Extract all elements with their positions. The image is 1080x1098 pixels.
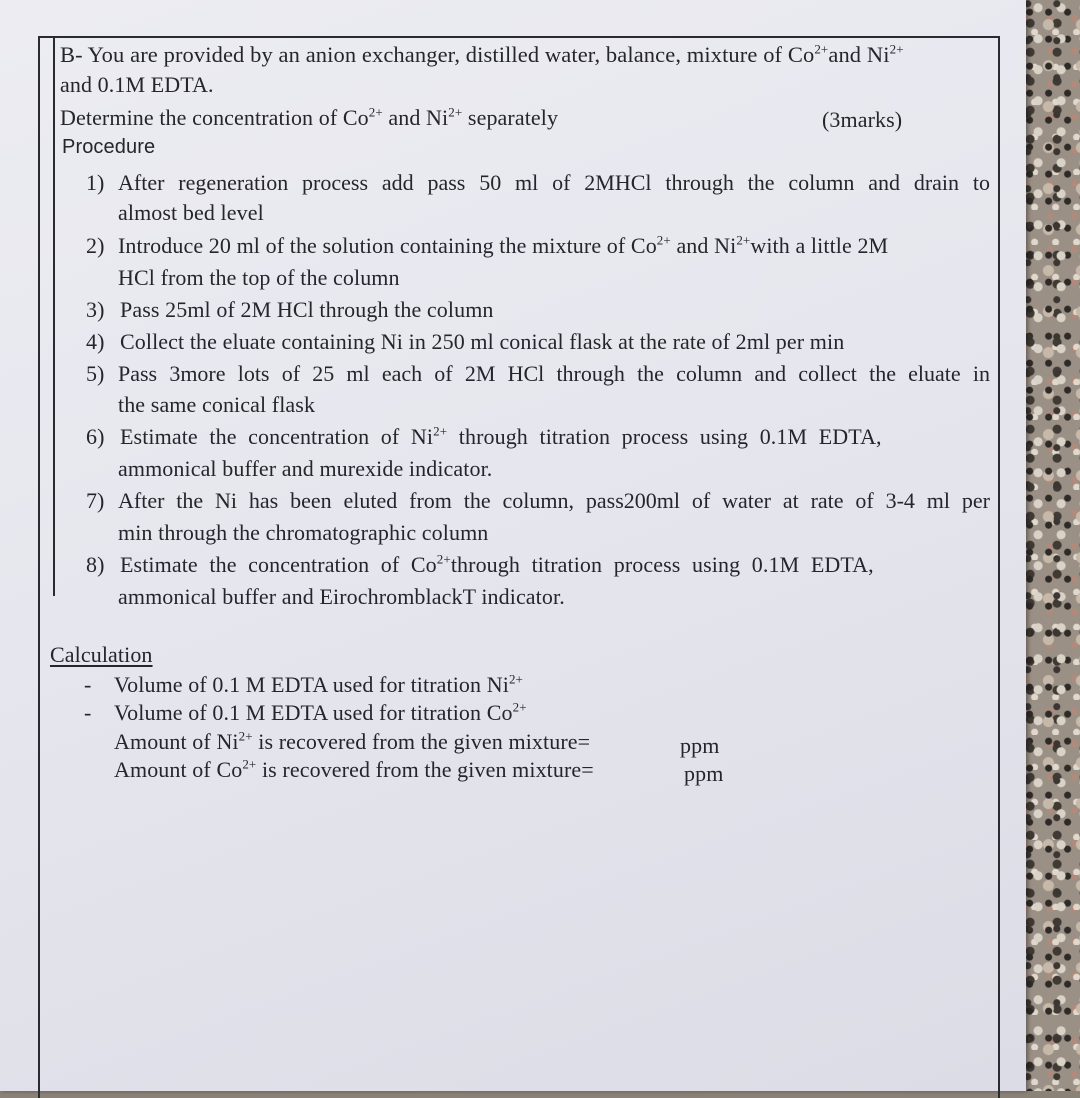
calc-item-ni-volume: - Volume of 0.1 M EDTA used for titration $Ni^{2+}$	[84, 671, 523, 697]
step-2-cont: HCl from the top of the column	[118, 265, 400, 290]
calc-item-co-amount: Amount of $Co^{2+}$ is recovered from the given mixture=	[114, 756, 594, 782]
step-5-cont: the same conical flask	[118, 392, 316, 417]
step-8: 8) Estimate the concentration of $Co^{2+}through$ titration process using 0.1M EDTA,	[86, 551, 874, 577]
question-task: Determine the concentration of $Co^{2+}$ and $Ni^{2+}$ separately	[60, 104, 559, 130]
question-intro-line: B- You are provided by an anion exchanger, distilled water, balance, mixture of $Co^{2+}and$ $Ni^{2+}$	[60, 41, 904, 67]
co-ppm-unit: ppm	[684, 761, 724, 786]
step-8-cont: ammonical buffer and EirochromblackT indicator.	[118, 584, 565, 609]
step-1: 1) After regeneration process add pass 50 ml of 2MHCl through the column and drain to	[86, 170, 990, 195]
step-4: 4) Collect the eluate containing Ni in 250 ml conical flask at the rate of 2ml per min	[86, 329, 845, 354]
marks-label: (3marks)	[822, 107, 903, 132]
procedure-heading: Procedure	[62, 136, 156, 158]
step-6-cont: ammonical buffer and murexide indicator.	[118, 456, 493, 481]
calculation-heading: Calculation	[50, 642, 153, 667]
step-1-cont: almost bed level	[118, 200, 264, 225]
margin-rule	[53, 36, 55, 596]
step-6: 6) Estimate the concentration of $Ni^{2+}$ through titration process using 0.1M EDTA,	[86, 423, 882, 449]
step-2: 2) Introduce 20 ml of the solution containing the mixture of $Co^{2+}$ and $Ni^{2+}with$ a little 2M	[86, 232, 889, 258]
step-5: 5) Pass 3more lots of 25 ml each of 2M HCl through the column and collect the eluate in	[86, 361, 990, 386]
granite-countertop	[1022, 0, 1080, 1091]
calc-item-ni-amount: Amount of $Ni^{2+}$ is recovered from the given mixture=	[114, 728, 591, 754]
step-3: 3) Pass 25ml of 2M HCl through the column	[86, 297, 494, 322]
calc-item-co-volume: - Volume of 0.1 M EDTA used for titration $Co^{2+}$	[84, 699, 527, 725]
step-7: 7) After the Ni has been eluted from the column, pass200ml of water at rate of 3-4 ml per	[86, 488, 990, 513]
ni-ppm-unit: ppm	[680, 733, 720, 758]
step-7-cont: min through the chromatographic column	[118, 520, 489, 545]
question-intro-line-2: and 0.1M EDTA.	[60, 72, 214, 97]
